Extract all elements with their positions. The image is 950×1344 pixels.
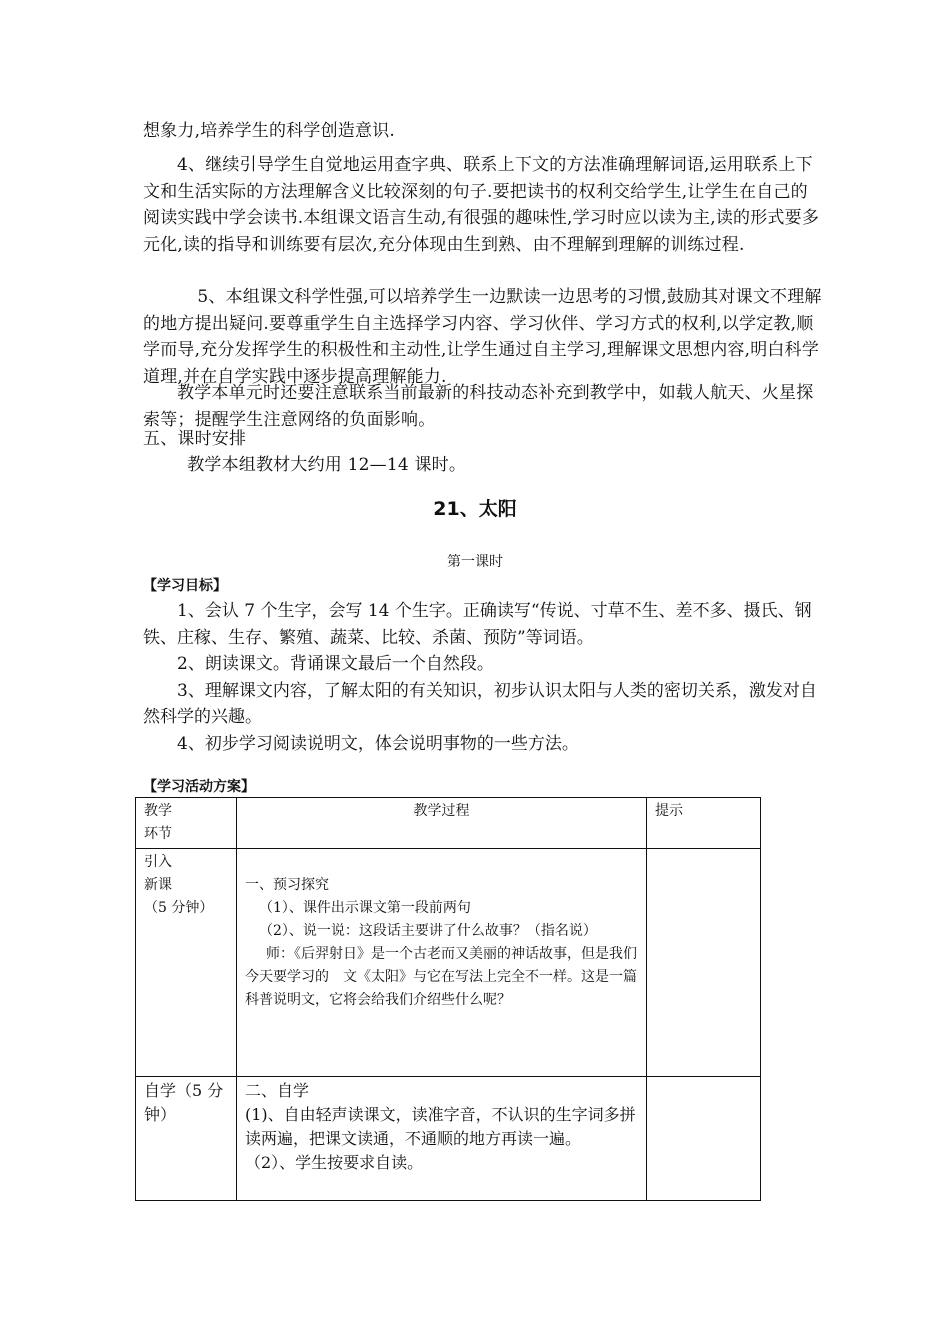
intro-paragraph-3: 5、本组课文科学性强,可以培养学生一边默读一边思考的习惯,鼓励其对课文不理解的地方提出疑问.要尊重学生自主选择学习内容、学习伙伴、学习方式的权利,以学定教,顺学而导,充分发挥学生的积极性和主动性,让学生通过自主学习,理解课文思想内容,明白科学道理,并在自学实践中逐步提高理解能力. (143, 287, 822, 387)
table-row (136, 849, 761, 1077)
table-row (136, 1077, 761, 1201)
lesson-subtitle: 第一课时 (447, 554, 503, 570)
goal-item: 3、理解课文内容，了解太阳的有关知识，初步认识太阳与人类的密切关系，激发对自然科学的兴趣。 (143, 680, 817, 727)
header-stage-line: 环节 (144, 826, 172, 842)
intro-paragraph-4: 教学本单元时还要注意联系当前最新的科技动态补充到教学中，如载人航天、火星探索等；提醒学生注意网络的负面影响。 (143, 383, 814, 430)
process-line: 二、自学 (245, 1081, 310, 1100)
activity-plan-table (135, 797, 761, 1201)
process-line: （2）、说一说：这段话主要讲了什么故事？（指名说） (259, 923, 597, 939)
process-line: （1）、课件出示课文第一段前两句 (259, 900, 471, 916)
stage-line: 新课 (144, 877, 172, 893)
plan-heading: 【学习活动方案】 (143, 779, 255, 795)
process-cell (237, 849, 647, 1077)
process-line: (1)、自由轻声读课文，读准字音，不认识的生字词多拼读两遍，把课文读通，不通顺的地方再读一遍。 (245, 1105, 636, 1148)
stage-cell (136, 849, 237, 1077)
lesson-title: 21、太阳 (433, 498, 517, 520)
intro-paragraph-schedule: 教学本组教材大约用 12—14 课时。 (187, 455, 467, 475)
intro-paragraph-2: 4、继续引导学生自觉地运用查字典、联系上下文的方法准确理解词语,运用联系上下文和生活实际的方法理解含义比较深刻的句子.要把读书的权利交给学生,让学生在自己的阅读实践中学会读书.本组课文语言生动,有很强的趣味性,学习时应以读为主,读的形式要多元化,读的指导和训练要有层次,充分体现由生到熟、由不理解到理解的训练过程. (143, 155, 820, 255)
header-tips: 提示 (647, 798, 761, 849)
stage-line: （5 分钟） (144, 900, 214, 916)
section-heading-schedule: 五、课时安排 (143, 429, 247, 449)
tips-cell (647, 1077, 761, 1201)
goal-item: 1、会认 7 个生字，会写 14 个生字。正确读写“传说、寸草不生、差不多、摄氏、钢铁、庄稼、生存、繁殖、蔬菜、比较、杀菌、预防”等词语。 (143, 601, 812, 648)
header-process: 教学过程 (237, 798, 647, 849)
stage-line: 引入 (144, 854, 172, 870)
process-cell (237, 1077, 647, 1201)
goals-heading: 【学习目标】 (143, 578, 227, 594)
process-line: 师：《后羿射日》是一个古老而又美丽的神话故事，但是我们今天要学习的 文《太阳》与它在写法上完全不一样。这是一篇科普说明文，它将会给我们介绍些什么呢？ (245, 946, 637, 1008)
tips-cell (647, 849, 761, 1077)
stage-cell: 自学（5 分钟） (136, 1077, 237, 1201)
header-stage-line: 教学 (144, 803, 172, 819)
process-line: （2）、学生按要求自读。 (245, 1153, 424, 1172)
goal-item: 2、朗读课文。背诵课文最后一个自然段。 (177, 654, 494, 674)
intro-paragraph-1: 想象力,培养学生的科学创造意识. (143, 121, 396, 141)
header-stage (136, 798, 237, 849)
process-line: 一、预习探究 (245, 877, 329, 893)
goals-list (143, 598, 823, 757)
table-header-row (136, 798, 761, 849)
goal-item: 4、初步学习阅读说明文，体会说明事物的一些方法。 (177, 733, 579, 754)
